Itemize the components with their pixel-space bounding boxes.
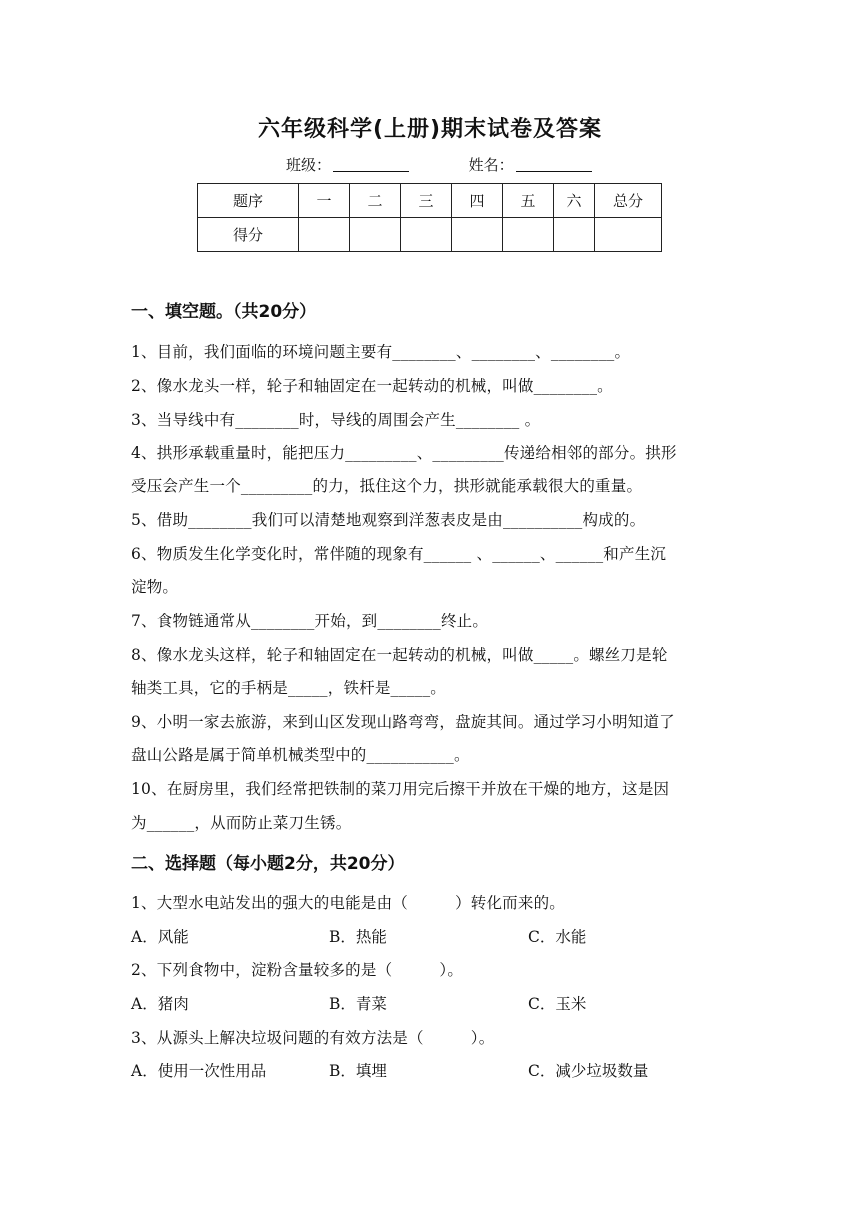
page-title: 六年级科学(上册)期末试卷及答案 — [257, 117, 603, 142]
choice-question: 3、从源头上解决垃圾问题的有效方法是（ ）。 — [131, 1029, 495, 1047]
name-label: 姓名： — [468, 156, 514, 174]
question-line: 5、借助________我们可以清楚地观察到洋葱表皮是由__________构成的。 — [131, 511, 646, 529]
option-b[interactable]: B．热能 — [329, 928, 387, 946]
score-cell[interactable] — [554, 218, 595, 252]
section-heading-multiple-choice: 二、选择题（每小题2分，共20分） — [131, 854, 405, 874]
question-line: 盘山公路是属于简单机械类型中的___________。 — [131, 746, 470, 764]
question-line: 为______，从而防止菜刀生锈。 — [131, 814, 352, 832]
question-line: 轴类工具，它的手柄是_____，铁杆是_____。 — [131, 679, 447, 697]
option-b[interactable]: B．青菜 — [329, 995, 387, 1013]
section-heading-fill-blank: 一、填空题。（共20分） — [131, 302, 317, 322]
question-line: 受压会产生一个_________的力，抵住这个力，拱形就能承载很大的重量。 — [131, 477, 643, 495]
option-c[interactable]: C．玉米 — [528, 995, 587, 1013]
question-line: 6、物质发生化学变化时，常伴随的现象有______ 、______、______和产生沉 — [131, 545, 667, 563]
class-blank[interactable] — [333, 156, 409, 172]
option-a[interactable]: A．猪肉 — [131, 995, 189, 1013]
name-blank[interactable] — [516, 156, 592, 172]
class-label: 班级： — [286, 156, 332, 174]
header-cell: 五 — [503, 184, 554, 218]
header-cell: 三 — [401, 184, 452, 218]
score-cell[interactable] — [452, 218, 503, 252]
header-cell: 六 — [554, 184, 595, 218]
question-line: 9、小明一家去旅游，来到山区发现山路弯弯，盘旋其间。通过学习小明知道了 — [131, 713, 675, 731]
header-cell: 一 — [299, 184, 350, 218]
score-table-header-row — [198, 184, 662, 218]
option-c[interactable]: C．减少垃圾数量 — [528, 1062, 649, 1080]
question-line: 10、在厨房里，我们经常把铁制的菜刀用完后擦干并放在干燥的地方，这是因 — [131, 780, 670, 798]
question-line: 4、拱形承载重量时，能把压力_________、_________传递给相邻的部分。拱形 — [131, 444, 677, 462]
header-cell: 总分 — [595, 184, 662, 218]
score-cell[interactable] — [299, 218, 350, 252]
score-cell[interactable] — [503, 218, 554, 252]
score-table-score-row — [198, 218, 662, 252]
option-c[interactable]: C．水能 — [528, 928, 587, 946]
question-line: 3、当导线中有________时，导线的周围会产生________ 。 — [131, 411, 541, 429]
question-line: 7、食物链通常从________开始，到________终止。 — [131, 612, 489, 630]
option-a[interactable]: A．使用一次性用品 — [131, 1062, 267, 1080]
score-table — [197, 183, 662, 252]
score-cell[interactable] — [350, 218, 401, 252]
score-cell[interactable] — [401, 218, 452, 252]
row-label-cell: 得分 — [198, 218, 299, 252]
header-cell: 四 — [452, 184, 503, 218]
question-line: 2、像水龙头一样，轮子和轴固定在一起转动的机械，叫做________。 — [131, 377, 613, 395]
option-a[interactable]: A．风能 — [131, 928, 189, 946]
score-cell[interactable] — [595, 218, 662, 252]
header-cell: 题序 — [198, 184, 299, 218]
student-info — [286, 154, 592, 175]
header-cell: 二 — [350, 184, 401, 218]
option-b[interactable]: B．填埋 — [329, 1062, 387, 1080]
question-line: 1、目前，我们面临的环境问题主要有________、________、________。 — [131, 343, 631, 361]
question-line: 8、像水龙头这样，轮子和轴固定在一起转动的机械，叫做_____。螺丝刀是轮 — [131, 646, 668, 664]
choice-question: 1、大型水电站发出的强大的电能是由（ ）转化而来的。 — [131, 894, 565, 912]
question-line: 淀物。 — [131, 578, 179, 596]
choice-question: 2、下列食物中，淀粉含量较多的是（ ）。 — [131, 961, 464, 979]
